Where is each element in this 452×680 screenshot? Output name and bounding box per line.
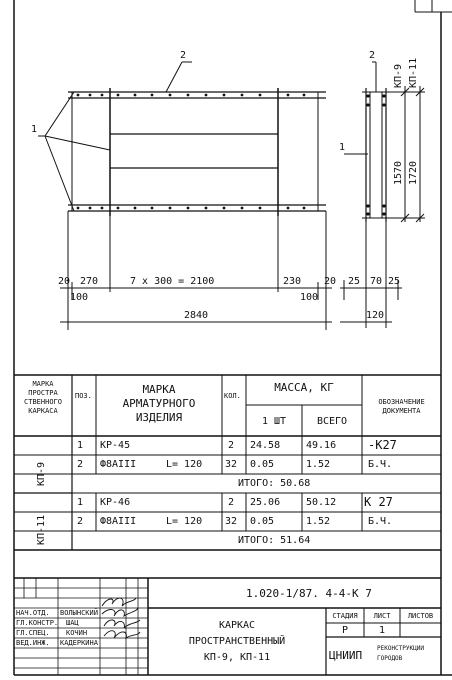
stamp-stage: Р — [341, 625, 349, 636]
row-item: КР-45 — [100, 440, 131, 451]
section-view — [362, 88, 392, 222]
dim-total-120: 120 — [366, 310, 385, 321]
stamp-org: ЦНИИП — [329, 649, 363, 662]
dim-100-right: 100 — [300, 292, 319, 303]
callout-2-elevation: 2 — [180, 50, 187, 61]
dim-label-kp11: КП-11 — [408, 57, 419, 88]
group-name-kp9: КП-9 — [36, 461, 47, 486]
row-kol: 2 — [228, 440, 235, 451]
stamp-name: КОЧИН — [66, 629, 88, 637]
row-length: L= 120 — [166, 516, 203, 527]
row-one: 0.05 — [250, 459, 275, 470]
hdr-oboznachenie: ОБОЗНАЧЕНИЕ ДОКУМЕНТА — [378, 398, 425, 415]
stamp-role: ГЛ.СПЕЦ. — [16, 629, 50, 637]
row-one: 0.05 — [250, 516, 275, 527]
row-poz: 2 — [77, 459, 84, 470]
hdr-marka-izdeliya: МАРКА АРМАТУРНОГО ИЗДЕЛИЯ — [122, 383, 196, 424]
callout-2-section: 2 — [369, 50, 376, 61]
row-doc: Б.Ч. — [368, 516, 393, 527]
stamp-doc-code: 1.020-1/87. 4-4-К 7 — [246, 587, 372, 600]
stamp-role: ГЛ.КОНСТР. — [16, 619, 59, 627]
row-kol: 32 — [225, 516, 238, 527]
row-all: 50.12 — [306, 497, 337, 508]
hdr-massa: МАССА, КГ — [274, 381, 334, 394]
dim-total-2840: 2840 — [184, 310, 209, 321]
row-kol: 2 — [228, 497, 235, 508]
row-poz: 1 — [77, 497, 84, 508]
stamp-name: ВОЛЫНСКИЙ — [60, 609, 98, 617]
row-poz: 2 — [77, 516, 84, 527]
stamp-org-sub: РЕКОНСТРУКЦИИ ГОРОДОВ — [377, 645, 424, 662]
stamp-sheet: 1 — [378, 625, 386, 636]
hdr-all: ВСЕГО — [316, 416, 348, 427]
row-length: L= 120 — [166, 459, 203, 470]
dim-25-right: 25 — [388, 276, 401, 287]
rebar-dots — [77, 94, 306, 210]
row-all: 1.52 — [306, 516, 331, 527]
row-item: КР-46 — [100, 497, 131, 508]
dim-1720: 1720 — [408, 160, 419, 185]
row-doc: -К27 — [368, 438, 397, 452]
dim-100-left: 100 — [70, 292, 89, 303]
row-all: 1.52 — [306, 459, 331, 470]
stamp-name: ШАЦ — [66, 619, 79, 627]
hdr-marka-karkasa: МАРКА ПРОСТРА СТВЕННОГО КАРКАСА — [24, 380, 62, 415]
group-name-kp11: КП-11 — [36, 514, 47, 545]
dim-20-left: 20 — [58, 276, 71, 287]
stamp-name: КАДЕРКИНА — [60, 639, 98, 647]
row-poz: 1 — [77, 440, 84, 451]
hdr-one: 1 ШТ — [261, 416, 287, 427]
dim-270: 270 — [80, 276, 99, 287]
dim-230: 230 — [283, 276, 302, 287]
group-total-kp9: ИТОГО: 50.68 — [238, 478, 311, 489]
row-all: 49.16 — [306, 440, 337, 451]
callout-1-elevation: 1 — [31, 124, 38, 135]
dim-label-kp9: КП-9 — [393, 63, 404, 88]
dim-70: 70 — [370, 276, 383, 287]
hdr-poz: ПОЗ. — [75, 392, 92, 400]
row-item: Ф8АIII — [100, 516, 137, 527]
dim-20-right: 20 — [324, 276, 337, 287]
stamp-sheets-label: ЛИСТОВ — [407, 612, 434, 620]
stamp-role: ВЕД.ИНЖ. — [16, 639, 50, 647]
stamp-sheet-label: ЛИСТ — [373, 612, 391, 620]
elevation-view — [68, 88, 326, 216]
dim-25-left: 25 — [348, 276, 361, 287]
row-doc: К 27 — [364, 495, 393, 509]
stamp-title: КАРКАС ПРОСТРАНСТВЕННЫЙ КП-9, КП-11 — [188, 620, 286, 663]
dim-7x300: 7 x 300 = 2100 — [130, 276, 215, 287]
row-doc: Б.Ч. — [368, 459, 393, 470]
callout-1-section: 1 — [339, 142, 346, 153]
row-kol: 32 — [225, 459, 238, 470]
group-total-kp11: ИТОГО: 51.64 — [238, 535, 311, 546]
row-item: Ф8АIII — [100, 459, 137, 470]
row-one: 25.06 — [250, 497, 281, 508]
row-one: 24.58 — [250, 440, 281, 451]
hdr-kol: КОЛ. — [224, 392, 241, 400]
dim-1570: 1570 — [393, 160, 404, 185]
stamp-stage-label: СТАДИЯ — [332, 612, 358, 620]
stamp-role: НАЧ.ОТД. — [16, 609, 50, 617]
